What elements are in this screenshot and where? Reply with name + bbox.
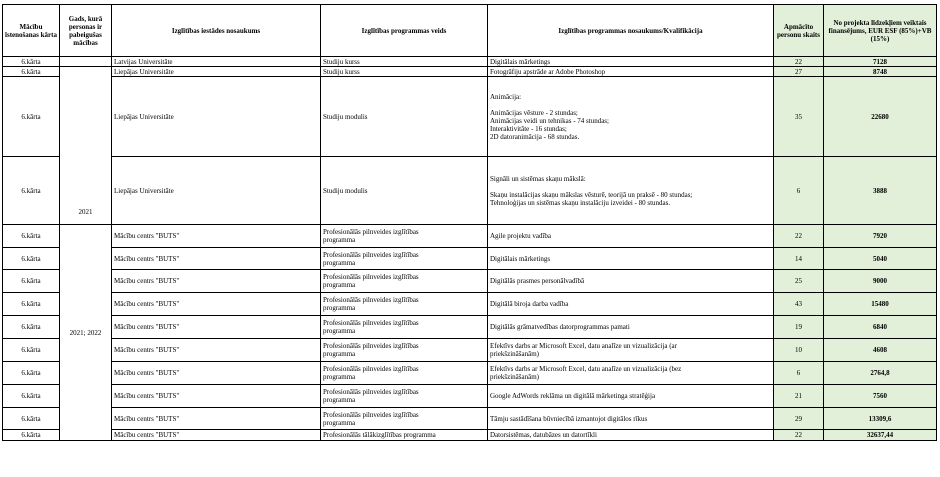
program-type-cell: Studiju kurss [321,67,488,77]
header-program-name: Izglītības programmas nosaukums/Kvalifikācija [488,5,774,57]
program-name-cell: Google AdWords reklāma un digitālā mārketinga stratēģija [488,385,774,408]
round-cell: 6.kārta [3,316,60,339]
institution-cell: Mācību centrs "BUTS" [112,293,321,316]
round-cell: 6.kārta [3,270,60,293]
amount-cell: 8748 [824,67,937,77]
round-cell: 6.kārta [3,430,60,441]
program-type-cell: Profesionālās pilnveides izglītības programma [321,293,488,316]
institution-cell: Mācību centrs "BUTS" [112,385,321,408]
institution-cell: Mācību centrs "BUTS" [112,339,321,362]
table-row [3,430,937,441]
institution-cell: Mācību centrs "BUTS" [112,248,321,270]
header-person-count: Apmācīto personu skaits [774,5,824,57]
table-row [3,293,937,316]
count-cell: 22 [774,57,824,67]
round-cell: 6.kārta [3,225,60,248]
program-name-cell: Digitālais mārketings [488,248,774,270]
count-cell: 19 [774,316,824,339]
program-name-cell: Digitālais mārketings [488,57,774,67]
count-cell: 6 [774,362,824,385]
program-type-cell: Profesionālās pilnveides izglītības programma [321,339,488,362]
institution-cell: Mācību centrs "BUTS" [112,408,321,430]
amount-cell: 6840 [824,316,937,339]
round-cell: 6.kārta [3,362,60,385]
program-name-cell: Efektīvs darbs ar Microsoft Excel, datu analīze un vizualizācija (ar priekšzināšanām) [488,339,774,362]
amount-cell: 4608 [824,339,937,362]
amount-cell: 5040 [824,248,937,270]
program-type-cell: Profesionālās pilnveides izglītības programma [321,270,488,293]
training-table [2,4,937,441]
count-cell: 6 [774,157,824,225]
table-row [3,248,937,270]
program-name-cell: Fotogrāfiju apstrāde ar Adobe Photoshop [488,67,774,77]
program-type-cell: Profesionālās pilnveides izglītības programma [321,362,488,385]
header-row [3,5,937,57]
count-cell: 21 [774,385,824,408]
table-row [3,408,937,430]
table-row [3,339,937,362]
table-row [3,157,937,225]
count-cell: 22 [774,430,824,441]
program-type-cell: Studiju modulis [321,157,488,225]
program-type-cell: Studiju kurss [321,57,488,67]
round-cell: 6.kārta [3,77,60,157]
amount-cell: 22680 [824,77,937,157]
institution-cell: Mācību centrs "BUTS" [112,430,321,441]
amount-cell: 7920 [824,225,937,248]
institution-cell: Mācību centrs "BUTS" [112,270,321,293]
count-cell: 29 [774,408,824,430]
program-name-cell: Agile projektu vadība [488,225,774,248]
count-cell: 35 [774,77,824,157]
table-row [3,77,937,157]
header-round: Mācību īstenošanas kārta [3,5,60,57]
table-row [3,362,937,385]
amount-cell: 7560 [824,385,937,408]
program-type-cell: Studiju modulis [321,77,488,157]
round-cell: 6.kārta [3,385,60,408]
round-cell: 6.kārta [3,248,60,270]
program-type-cell: Profesionālās pilnveides izglītības programma [321,225,488,248]
program-name-cell: Digitālās prasmes personālvadībā [488,270,774,293]
count-cell: 22 [774,225,824,248]
amount-cell: 9000 [824,270,937,293]
program-name-cell: Signāli un sistēmas skaņu mākslā: Skaņu instalācijas skaņu mākslas vēsturē, teorijā un praksē - 80 stundas; Tehnoloģijas un sistēmas skaņu instalāciju izveidei - 80 stundas. [488,157,774,225]
program-type-cell: Profesionālās pilnveides izglītības programma [321,408,488,430]
year-cell: 2021; 2022 [60,225,112,441]
institution-cell: Latvijas Universitāte [112,57,321,67]
program-name-cell: Tāmju sastādīšana būvniecībā izmantojot digitālos rīkus [488,408,774,430]
header-institution: Izglītības iestādes nosaukums [112,5,321,57]
amount-cell: 7128 [824,57,937,67]
program-name-cell: Digitālā biroja darba vadība [488,293,774,316]
count-cell: 25 [774,270,824,293]
round-cell: 6.kārta [3,293,60,316]
amount-cell: 15480 [824,293,937,316]
round-cell: 6.kārta [3,408,60,430]
header-year: Gads, kurā personas ir pabeigušas mācības [60,5,112,57]
program-name-cell: Datorsistēmas, datubāzes un datortīkli [488,430,774,441]
round-cell: 6.kārta [3,67,60,77]
table-row [3,270,937,293]
institution-cell: Mācību centrs "BUTS" [112,316,321,339]
table-row [3,57,937,67]
institution-cell: Liepājas Universitāte [112,77,321,157]
program-name-cell: Efektīvs darbs ar Microsoft Excel, datu analīze un vizualizācija (bez priekšzināšanām) [488,362,774,385]
header-funding: No projekta līdzekļiem veiktais finansējums, EUR ESF (85%)+VB (15%) [824,5,937,57]
program-name-cell: Animācija: Animācijas vēsture - 2 stundas; Animācijas veidi un tehnikas - 74 stundas; Interaktivitāte - 16 stundas; 2D datoranimācija - 68 stundas. [488,77,774,157]
table-row [3,385,937,408]
table-row [3,225,937,248]
year-cell-empty [60,57,112,67]
count-cell: 27 [774,67,824,77]
round-cell: 6.kārta [3,339,60,362]
institution-cell: Liepājas Universitāte [112,67,321,77]
table-row [3,316,937,339]
amount-cell: 3888 [824,157,937,225]
count-cell: 10 [774,339,824,362]
year-cell: 2021 [60,67,112,225]
amount-cell: 13309,6 [824,408,937,430]
amount-cell: 32637,44 [824,430,937,441]
count-cell: 43 [774,293,824,316]
institution-cell: Mācību centrs "BUTS" [112,362,321,385]
count-cell: 14 [774,248,824,270]
header-program-type: Izglītības programmas veids [321,5,488,57]
program-type-cell: Profesionālās pilnveides izglītības programma [321,316,488,339]
round-cell: 6.kārta [3,157,60,225]
program-type-cell: Profesionālās pilnveides izglītības programma [321,248,488,270]
round-cell: 6.kārta [3,57,60,67]
amount-cell: 2764,8 [824,362,937,385]
institution-cell: Mācību centrs "BUTS" [112,225,321,248]
table-row [3,67,937,77]
institution-cell: Liepājas Universitāte [112,157,321,225]
program-name-cell: Digitālās grāmatvedības datorprogrammas pamati [488,316,774,339]
program-type-cell: Profesionālās pilnveides izglītības programma [321,385,488,408]
program-type-cell: Profesionālās tālākizglītības programma [321,430,488,441]
